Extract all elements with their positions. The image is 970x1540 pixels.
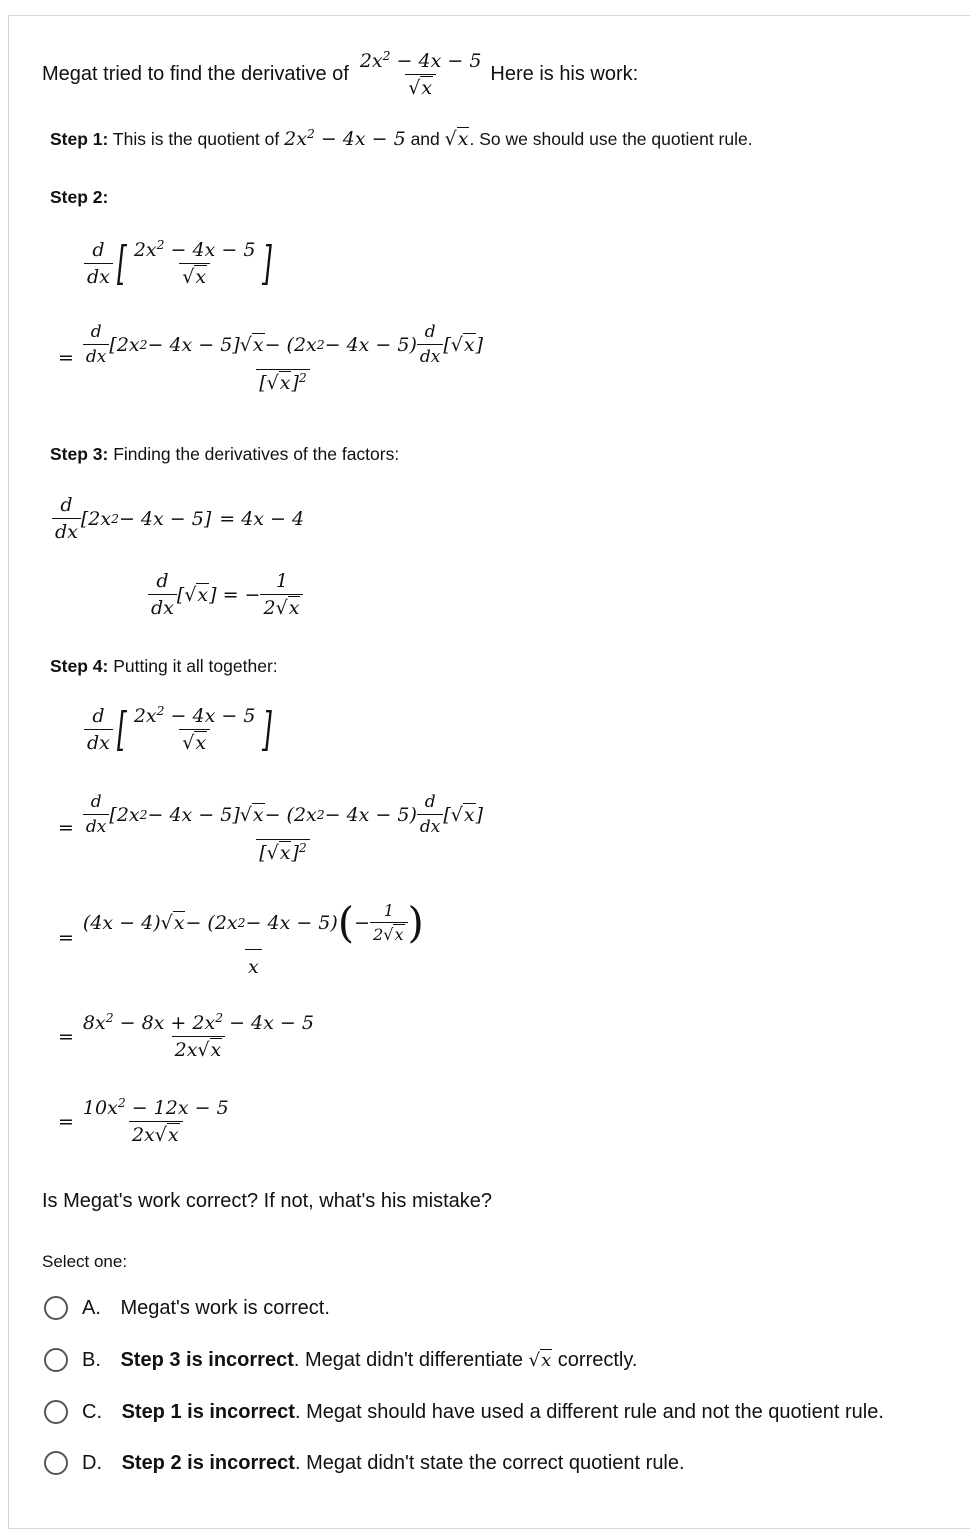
step1-text-b: and (410, 129, 440, 149)
step3-line (50, 444, 399, 465)
intro-fraction: $\frac{2x^2 - 4x - 5}{√x}$ (359, 48, 482, 99)
option-b-text: . Megat didn't differentiate (293, 1349, 524, 1371)
option-d-text: . Megat didn't state the correct quotient rule. (294, 1452, 685, 1474)
step1-text-c: . So we should use the quotient rule. (469, 129, 753, 149)
intro-line (42, 44, 638, 104)
option-c-bold: Step 1 is incorrect (121, 1401, 295, 1423)
deriv-polynomial: $\frac{d}{dx}$ [2x 2 − 4x − 5] = 4x − 4 (52, 494, 304, 543)
deriv-poly-result: = 4x − 4 (219, 507, 305, 530)
step3-label: Step 3: (50, 444, 109, 464)
step4-simplified: = $\frac{8x^2 - 8x + 2x^2 - 4x - 5}{2x√x}$ (58, 1011, 314, 1061)
select-one-label: Select one: (42, 1252, 128, 1271)
step4-line (50, 656, 278, 677)
option-c-radio[interactable] (44, 1400, 68, 1424)
step1-line: Step 1: This is the quotient of $2x^2 - 4x - 5$ and √x. So we should use the quotient rule. (50, 127, 753, 150)
option-b-radio[interactable] (44, 1348, 68, 1372)
step2-quotient-rule: = $\frac{d}{dx}$ [2x 2 − 4x − 5] √x − (2x 2 − 4x − 5) $\frac{d}{dx}$ [ √x ] $[√x]^2$ (58, 322, 484, 394)
step4-substitution: = (4x − 4) √x − (2x 2 − 4x − 5) ( − $\frac{1}{2√x}$ ) x (58, 898, 424, 978)
option-b-letter: B. (82, 1349, 101, 1371)
option-a-letter: A. (82, 1297, 101, 1319)
step4-quotient-rule: = $\frac{d}{dx}$ [2x 2 − 4x − 5] √x − (2x 2 − 4x − 5) $\frac{d}{dx}$ [ √x ] $[√x]^2$ (58, 792, 484, 864)
step2-derivative-expr: $\frac{d}{dx}$ [ $\frac{2x^2 - 4x - 5}{√x}$ ] (84, 236, 276, 290)
step4-derivative-expr: $\frac{d}{dx}$ [ $\frac{2x^2 - 4x - 5}{√x}$ ] (84, 702, 276, 756)
option-a-text: Megat's work is correct. (120, 1297, 330, 1319)
step4-text: Putting it all together: (113, 656, 278, 676)
option-a-radio[interactable] (44, 1296, 68, 1320)
intro-after: Here is his work: (490, 62, 639, 85)
deriv-sqrt: $\frac{d}{dx}$ [ √x ] = − $\frac{1}{2√x}$ (148, 570, 303, 619)
step4-substitution-den: x (245, 949, 262, 978)
question-text: Is Megat's work correct? If not, what's his mistake? (42, 1190, 493, 1212)
option-b-text2: correctly. (557, 1349, 638, 1371)
option-c-letter: C. (82, 1401, 102, 1423)
option-c-text: . Megat should have used a different rule and not the quotient rule. (294, 1401, 884, 1423)
deriv-sqrt-num: 1 (275, 570, 288, 592)
step1-label: Step 1: (50, 129, 109, 149)
option-d-letter: D. (82, 1452, 102, 1474)
option-b-bold: Step 3 is incorrect (120, 1349, 294, 1371)
step4-label: Step 4: (50, 656, 109, 676)
option-d-radio[interactable] (44, 1451, 68, 1475)
step4-final: = $\frac{10x^2 - 12x - 5}{2x√x}$ (58, 1096, 229, 1146)
step3-text: Finding the derivatives of the factors: (113, 444, 400, 464)
intro-before: Megat tried to find the derivative of (42, 62, 349, 85)
step2-label: Step 2: (50, 187, 109, 207)
option-d-bold: Step 2 is incorrect (121, 1452, 295, 1474)
step1-text-a: This is the quotient of (112, 129, 280, 149)
